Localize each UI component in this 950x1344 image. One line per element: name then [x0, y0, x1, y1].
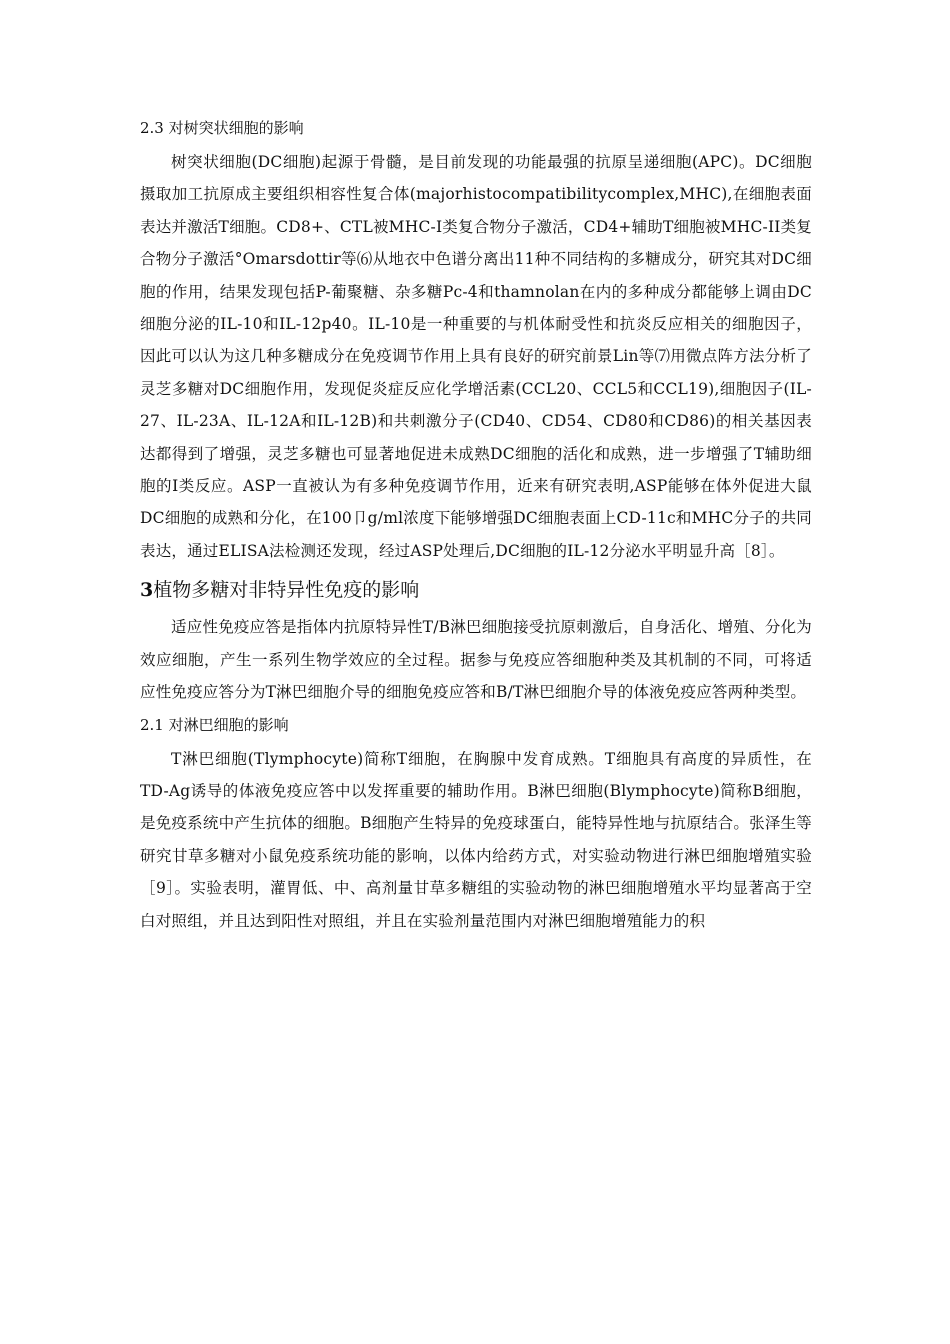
section-3-heading — [140, 571, 812, 611]
section-2-3-heading: 2.3 对树突状细胞的影响 — [140, 119, 304, 137]
section-3-paragraph: 适应性免疫应答是指体内抗原特异性T/B淋巴细胞接受抗原刺激后，自身活化、增殖、分化为效应细胞，产生一系列生物学效应的全过程。据参与免疫应答细胞种类及其机制的不同，可将适应性免疫应答分为T淋巴细胞介导的细胞免疫应答和B/T淋巴细胞介导的体液免疫应答两种类型。 — [140, 618, 812, 702]
section-2-1-heading: 2.1 对淋巴细胞的影响 — [140, 715, 289, 734]
section-2-3-paragraph: 树突状细胞(DC细胞)起源于骨髓，是目前发现的功能最强的抗原呈递细胞(APC)。DC细胞摄取加工抗原成主要组织相容性复合体(majorhistocompatibilitycomplex,MHC),在细胞表面表达并激活T细胞。CD8+、CTL被MHC-I类复合物分子激活，CD4+辅助T细胞被MHC-II类复合物分子激活°Omarsdottir等⑹从地衣中色谱分离出11种不同结构的多糖成分，研究其对DC细胞的作用，结果发现包括P-葡聚糖、杂多糖Pc-4和thamnolan在内的多种成分都能够上调由DC细胞分泌的IL-10和IL-12p40。IL-10是一种重要的与机体耐受性和抗炎反应相关的细胞因子，因此可以认为这几种多糖成分在免疫调节作用上具有良好的研究前景Lin等⑺用微点阵方法分析了灵芝多糖对DC细胞作用，发现促炎症反应化学增活素(CCL20、CCL5和CCL19),细胞因子(IL-27、IL-23A、IL-12A和IL-12B)和共刺激分子(CD40、CD54、CD80和CD86)的相关基因表达都得到了增强，灵芝多糖也可显著地促进未成熟DC细胞的活化和成熟，进一步增强了T辅助细胞的I类反应。ASP一直被认为有多种免疫调节作用，近来有研究表明,ASP能够在体外促进大鼠DC细胞的成熟和分化，在100卩g/ml浓度下能够增强DC细胞表面上CD-11c和MHC分子的共同表达，通过ELISA法检测还发现，经过ASP处理后,DC细胞的IL-12分泌水平明显升高［8］。 — [140, 153, 812, 560]
section-2-1-paragraph: T淋巴细胞(Tlymphocyte)简称T细胞，在胸腺中发育成熟。T细胞具有高度的异质性，在TD-Ag诱导的体液免疫应答中以发挥重要的辅助作用。B淋巴细胞(Blymphocyte)简称B细胞，是免疫系统中产生抗体的细胞。B细胞产生特异的免疫球蛋白，能特异性地与抗原结合。张泽生等研究甘草多糖对小鼠免疫系统功能的影响，以体内给药方式，对实验动物进行淋巴细胞增殖实验［9］。实验表明，灌胃低、中、高剂量甘草多糖组的实验动物的淋巴细胞增殖水平均显著高于空白对照组，并且达到阳性对照组，并且在实验剂量范围内对淋巴细胞增殖能力的积 — [140, 749, 812, 930]
document-page — [140, 112, 812, 937]
section-3-number: 3 — [140, 579, 154, 602]
section-3-title: 植物多糖对非特异性免疫的影响 — [153, 579, 420, 602]
